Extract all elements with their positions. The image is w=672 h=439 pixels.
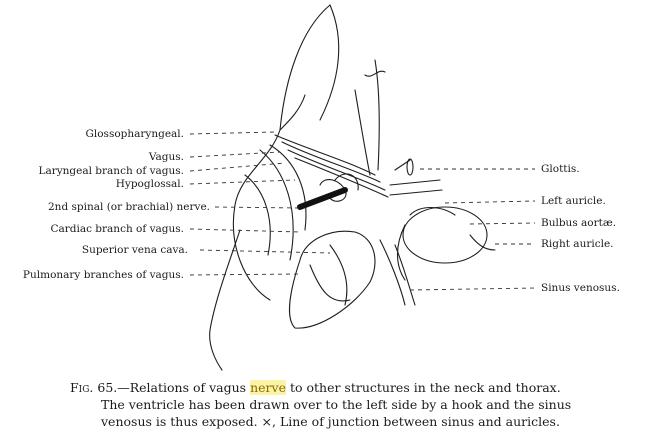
label-superior-vena-cava: Superior vena cava. bbox=[81, 244, 188, 256]
caption-text-1b: to other structures in the neck and thorax. bbox=[285, 380, 561, 395]
figure-caption bbox=[70, 379, 660, 430]
figure-number: Fig. 65. bbox=[70, 380, 118, 395]
label-right-auricle: Right auricle. bbox=[541, 238, 614, 250]
label-spinal-nerve: 2nd spinal (or brachial) nerve. bbox=[48, 201, 210, 213]
caption-line-1 bbox=[70, 379, 660, 396]
label-hypoglossal: Hypoglossal. bbox=[115, 178, 184, 190]
highlighted-word: nerve bbox=[250, 380, 286, 395]
label-glossopharyngeal: Glossopharyngeal. bbox=[85, 128, 184, 140]
caption-line-3: venosus is thus exposed. ×, Line of junction between sinus and auricles. bbox=[101, 414, 560, 429]
caption-line-2: The ventricle has been drawn over to the left side by a hook and the sinus bbox=[101, 397, 572, 412]
label-pulmonary-branches: Pulmonary branches of vagus. bbox=[22, 269, 184, 281]
label-sinus-venosus: Sinus venosus. bbox=[541, 282, 620, 294]
label-vagus: Vagus. bbox=[148, 151, 184, 163]
label-glottis: Glottis. bbox=[541, 163, 580, 175]
label-laryngeal-branch: Laryngeal branch of vagus. bbox=[38, 165, 184, 177]
label-bulbus-aortae: Bulbus aortæ. bbox=[541, 217, 617, 229]
label-cardiac-branch: Cardiac branch of vagus. bbox=[50, 223, 184, 235]
caption-text-1a: —Relations of vagus bbox=[117, 380, 251, 395]
label-left-auricle: Left auricle. bbox=[541, 195, 606, 207]
